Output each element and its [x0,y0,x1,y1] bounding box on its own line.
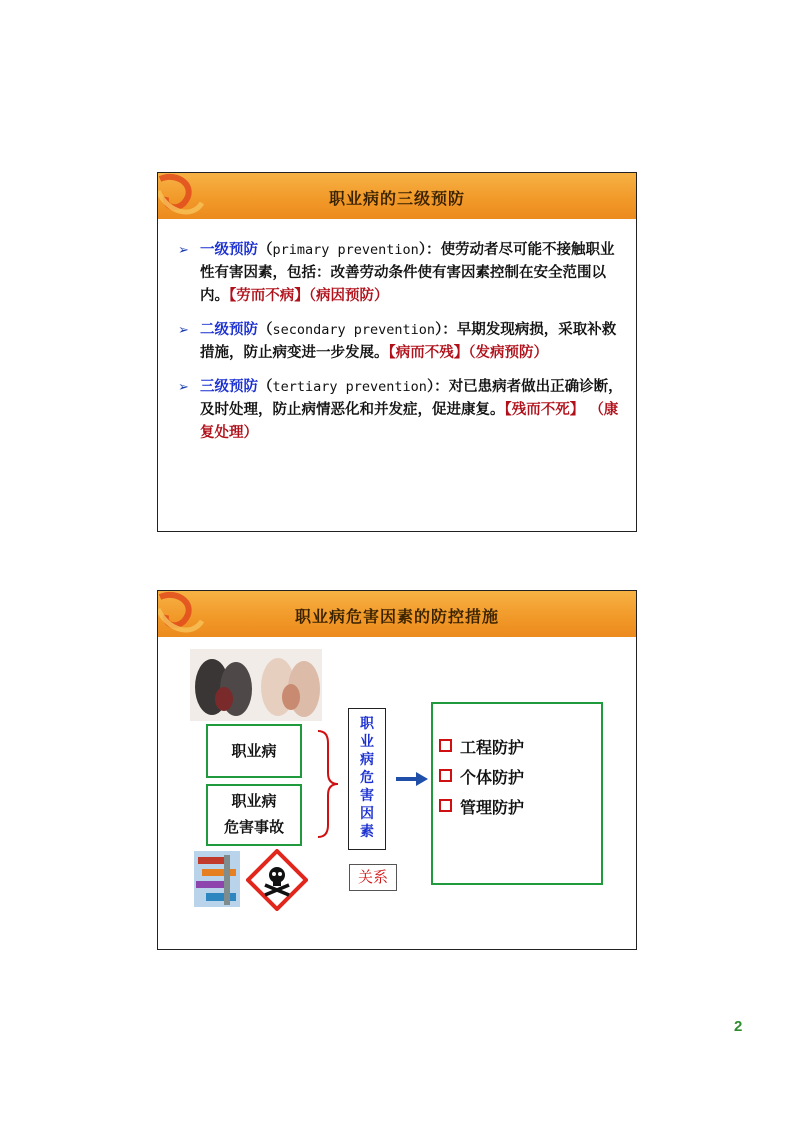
list-item [439,737,524,759]
prevention-list [176,239,624,456]
square-bullet-icon [439,769,452,782]
slide-title: 职业病的三级预防 [328,189,465,208]
bullet-text: 对已患病者做出正确诊断，及时处理，防止病情恶化和并发症，促进康复。 [200,379,623,418]
arrow-bullet-icon: ➢ [178,380,189,395]
list-item [176,319,624,365]
slide-header [158,173,636,219]
toxic-hazard-icon [246,849,308,911]
hazard-accident-box [206,784,302,846]
vertical-char: 危 [360,770,374,786]
arrow-bullet-icon: ➢ [178,243,189,258]
bullet-close-paren: ）： [418,242,441,258]
box-label-line2: 危害事故 [223,818,284,836]
right-arrow-icon [394,769,430,789]
factory-pipes-icon [194,851,240,907]
bullet-english: secondary prevention [272,322,436,338]
control-measures-box [431,702,603,885]
bullet-tag: （康复处理） [200,402,619,441]
bullet-english: primary prevention [272,242,419,258]
bullet-tag: （发病预防） [468,345,548,361]
slide-three-level-prevention [157,172,637,532]
vertical-char: 因 [360,806,374,822]
slide-title: 职业病危害因素的防控措施 [294,607,499,626]
bullet-open-paren: （ [258,242,273,258]
bullet-term: 三级预防 [200,379,258,395]
vertical-char: 业 [360,734,374,750]
page-number: 2 [734,1018,743,1035]
vertical-char: 害 [360,788,374,804]
bullet-tag: 【劳而不病】 [229,288,309,304]
bullet-tag: 【残而不死】 [504,402,585,418]
measure-label: 个体防护 [460,768,525,787]
bullet-text: 使劳动者尽可能不接触职业性有害因素，包括：改善劳动条件使有害因素控制在安全范围以内。 [200,242,615,304]
measure-label: 工程防护 [460,738,525,757]
bullet-tag: 【病而不残】 [388,345,469,361]
vertical-char: 素 [360,824,374,840]
box-label-line1: 职业病 [231,792,277,810]
vertical-char: 职 [360,716,374,732]
bullet-text: 早期发现病损，采取补救措施，防止病变进一步发展。 [200,322,617,361]
bullet-term: 一级预防 [200,242,258,258]
square-bullet-icon [439,799,452,812]
arrow-bullet-icon: ➢ [178,323,189,338]
bullet-term: 二级预防 [200,322,258,338]
bullet-english: tertiary prevention [272,379,427,395]
box-label: 职业病 [231,742,277,760]
lungs-photo-icon [190,649,322,721]
hazard-factors-vertical-box [348,708,386,850]
square-bullet-icon [439,739,452,752]
list-item [439,797,524,819]
list-item [176,239,624,308]
list-item [439,767,524,789]
bullet-tag: （病因预防） [308,288,389,304]
list-item [176,376,624,445]
slide-hazard-control [157,590,637,950]
relation-label: 关系 [349,864,397,891]
bullet-close-paren: ）： [435,322,457,338]
vertical-char: 病 [360,752,374,768]
right-brace-icon [314,729,340,839]
measure-label: 管理防护 [460,798,525,817]
occupational-disease-box [206,724,302,778]
bullet-open-paren: （ [258,379,273,395]
bullet-open-paren: （ [258,322,273,338]
bullet-close-paren: ）： [426,379,449,395]
slide-header [158,591,636,637]
